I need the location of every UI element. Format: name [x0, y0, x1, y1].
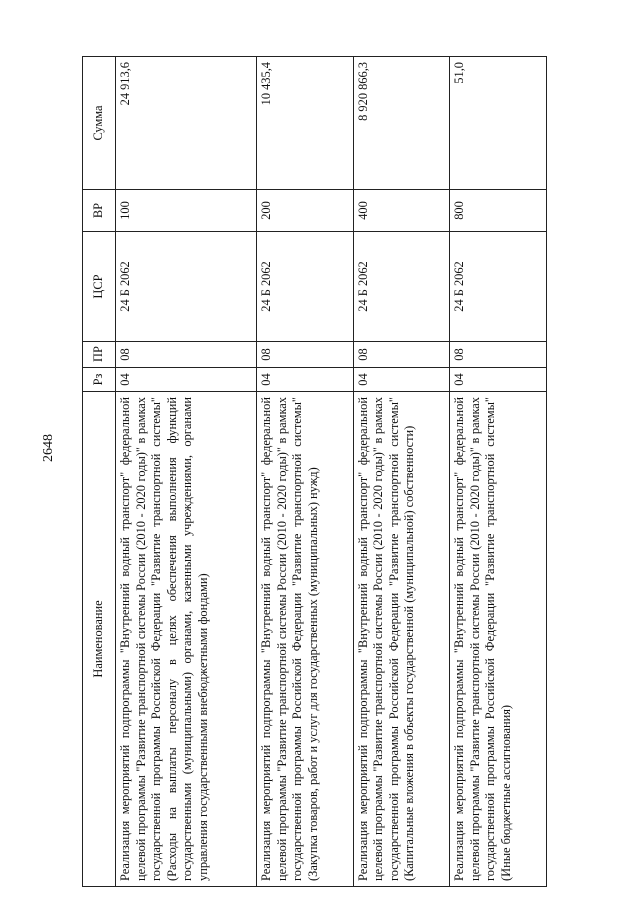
- row-name: Реализация мероприятий подпрограммы "Внутренний водный транспорт" федеральной целевой программы "Развитие транспортной системы России (2010 - 2020 годы)" в рамках государственной программы Российской Федерации "Развитие транспортной системы" (Закупка товаров, работ и услуг для государственных (муниципальных) нужд): [257, 392, 354, 887]
- row-vr: 100: [116, 190, 257, 232]
- row-csr: 24 Б 2062: [116, 232, 257, 342]
- row-csr: 24 Б 2062: [450, 232, 547, 342]
- table-header-row: [83, 57, 116, 887]
- row-rz: 04: [116, 368, 257, 392]
- header-sum: Сумма: [83, 57, 116, 190]
- row-csr: 24 Б 2062: [353, 232, 450, 342]
- row-vr: 800: [450, 190, 547, 232]
- row-vr: 400: [353, 190, 450, 232]
- rotated-page-content: [82, 57, 547, 887]
- header-name: Наименование: [83, 392, 116, 887]
- header-rz: Рз: [83, 368, 116, 392]
- row-sum: 51,0: [450, 57, 547, 190]
- row-sum: 8 920 866,3: [353, 57, 450, 190]
- row-pr: 08: [353, 342, 450, 368]
- table-row: [257, 57, 354, 887]
- page-number: 2648: [41, 434, 56, 462]
- row-rz: 04: [450, 368, 547, 392]
- table-row: [450, 57, 547, 887]
- row-rz: 04: [353, 368, 450, 392]
- header-pr: ПР: [83, 342, 116, 368]
- row-name: Реализация мероприятий подпрограммы "Внутренний водный транспорт" федеральной целевой программы "Развитие транспортной системы России (2010 - 2020 годы)" в рамках государственной программы Российской Федерации "Развитие транспортной системы" (Капитальные вложения в объекты государственной (муниципальной) собственности): [353, 392, 450, 887]
- row-name: Реализация мероприятий подпрограммы "Внутренний водный транспорт" федеральной целевой программы "Развитие транспортной системы России (2010 - 2020 годы)" в рамках государственной программы Российской Федерации "Развитие транспортной системы" (Иные бюджетные ассигнования): [450, 392, 547, 887]
- table-row: [116, 57, 257, 887]
- row-sum: 24 913,6: [116, 57, 257, 190]
- row-sum: 10 435,4: [257, 57, 354, 190]
- header-vr: ВР: [83, 190, 116, 232]
- row-vr: 200: [257, 190, 354, 232]
- table-row: [353, 57, 450, 887]
- header-csr: ЦСР: [83, 232, 116, 342]
- budget-table: [82, 56, 547, 887]
- row-name: Реализация мероприятий подпрограммы "Внутренний водный транспорт" федеральной целевой программы "Развитие транспортной системы России (2010 - 2020 годы)" в рамках государственной программы Российской Федерации "Развитие транспортной системы" (Расходы на выплаты персоналу в целях обеспечения выполнения функций государственными (муниципальными) органами, казенными учреждениями, органами управления государственными внебюджетными фондами): [116, 392, 257, 887]
- row-rz: 04: [257, 368, 354, 392]
- row-pr: 08: [257, 342, 354, 368]
- row-pr: 08: [116, 342, 257, 368]
- row-pr: 08: [450, 342, 547, 368]
- row-csr: 24 Б 2062: [257, 232, 354, 342]
